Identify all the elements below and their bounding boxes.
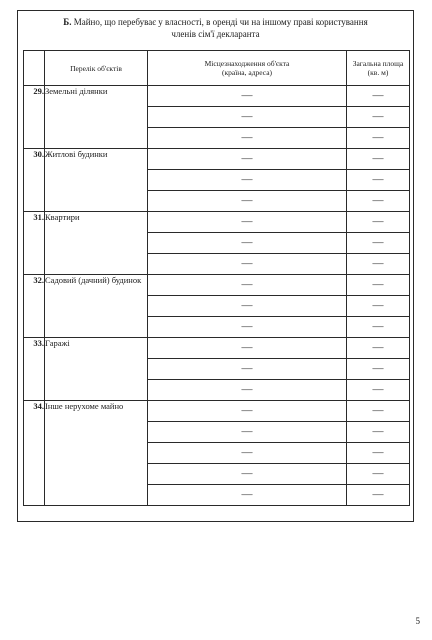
- dash-mark: —: [372, 446, 384, 459]
- property-table: [23, 50, 410, 506]
- area-cell: [347, 317, 410, 338]
- location-cell: [148, 107, 347, 128]
- row-number: 33.: [24, 338, 45, 401]
- area-cell: [347, 485, 410, 506]
- area-cell: [347, 128, 410, 149]
- area-cell: [347, 86, 410, 107]
- header-location: Місцезнаходження об'єкта (країна, адреса): [148, 51, 347, 86]
- area-cell: [347, 464, 410, 485]
- object-name: Земельні ділянки: [45, 86, 148, 149]
- location-cell: [148, 317, 347, 338]
- section-frame: [17, 10, 414, 522]
- location-cell: [148, 128, 347, 149]
- object-name: Квартири: [45, 212, 148, 275]
- dash-mark: —: [241, 236, 253, 249]
- section-title-line2: членів сім'ї декларанта: [171, 29, 260, 39]
- header-num: [24, 51, 45, 86]
- dash-mark: —: [241, 425, 253, 438]
- dash-mark: —: [372, 362, 384, 375]
- dash-mark: —: [241, 341, 253, 354]
- dash-mark: —: [372, 404, 384, 417]
- object-name: Інше нерухоме майно: [45, 401, 148, 506]
- area-cell: [347, 191, 410, 212]
- dash-mark: —: [241, 278, 253, 291]
- dash-mark: —: [372, 152, 384, 165]
- area-cell: [347, 443, 410, 464]
- dash-mark: —: [241, 320, 253, 333]
- dash-mark: —: [372, 131, 384, 144]
- dash-mark: —: [241, 467, 253, 480]
- location-cell: [148, 191, 347, 212]
- dash-mark: —: [372, 236, 384, 249]
- dash-mark: —: [241, 89, 253, 102]
- section-letter: Б.: [63, 17, 72, 27]
- dash-mark: —: [241, 488, 253, 501]
- dash-mark: —: [372, 110, 384, 123]
- area-cell: [347, 296, 410, 317]
- location-cell: [148, 233, 347, 254]
- header-row: [24, 51, 410, 86]
- table-row: [24, 212, 410, 233]
- location-cell: [148, 86, 347, 107]
- location-cell: [148, 443, 347, 464]
- dash-mark: —: [372, 89, 384, 102]
- page-number: 5: [415, 616, 420, 626]
- dash-mark: —: [372, 467, 384, 480]
- dash-mark: —: [372, 257, 384, 270]
- table-row: [24, 86, 410, 107]
- location-cell: [148, 338, 347, 359]
- dash-mark: —: [372, 194, 384, 207]
- area-cell: [347, 170, 410, 191]
- section-title: [18, 16, 413, 40]
- area-cell: [347, 359, 410, 380]
- dash-mark: —: [241, 446, 253, 459]
- area-cell: [347, 149, 410, 170]
- area-cell: [347, 338, 410, 359]
- location-cell: [148, 212, 347, 233]
- location-cell: [148, 170, 347, 191]
- table-row: [24, 401, 410, 422]
- area-cell: [347, 212, 410, 233]
- dash-mark: —: [241, 383, 253, 396]
- row-number: 29.: [24, 86, 45, 149]
- area-cell: [347, 422, 410, 443]
- row-number: 31.: [24, 212, 45, 275]
- dash-mark: —: [241, 299, 253, 312]
- object-name: Житлові будинки: [45, 149, 148, 212]
- dash-mark: —: [241, 110, 253, 123]
- table-row: [24, 338, 410, 359]
- row-number: 30.: [24, 149, 45, 212]
- dash-mark: —: [372, 341, 384, 354]
- header-area: Загальна площа (кв. м): [347, 51, 410, 86]
- location-cell: [148, 380, 347, 401]
- location-cell: [148, 254, 347, 275]
- dash-mark: —: [241, 131, 253, 144]
- dash-mark: —: [241, 194, 253, 207]
- area-cell: [347, 254, 410, 275]
- dash-mark: —: [241, 257, 253, 270]
- area-cell: [347, 107, 410, 128]
- area-cell: [347, 380, 410, 401]
- location-cell: [148, 464, 347, 485]
- object-name: Гаражі: [45, 338, 148, 401]
- object-name: Садовий (дачний) будинок: [45, 275, 148, 338]
- area-cell: [347, 401, 410, 422]
- location-cell: [148, 296, 347, 317]
- area-cell: [347, 233, 410, 254]
- location-cell: [148, 359, 347, 380]
- header-name: Перелік об'єктів: [45, 51, 148, 86]
- dash-mark: —: [372, 215, 384, 228]
- dash-mark: —: [372, 383, 384, 396]
- row-number: 34.: [24, 401, 45, 506]
- table-row: [24, 149, 410, 170]
- dash-mark: —: [372, 278, 384, 291]
- location-cell: [148, 275, 347, 296]
- dash-mark: —: [372, 488, 384, 501]
- section-title-line1: Майно, що перебуває у власності, в оренді чи на іншому праві користування: [73, 17, 368, 27]
- dash-mark: —: [372, 320, 384, 333]
- location-cell: [148, 485, 347, 506]
- table-row: [24, 275, 410, 296]
- dash-mark: —: [241, 362, 253, 375]
- dash-mark: —: [241, 152, 253, 165]
- row-number: 32.: [24, 275, 45, 338]
- dash-mark: —: [241, 404, 253, 417]
- location-cell: [148, 422, 347, 443]
- dash-mark: —: [372, 425, 384, 438]
- location-cell: [148, 401, 347, 422]
- dash-mark: —: [241, 215, 253, 228]
- dash-mark: —: [241, 173, 253, 186]
- dash-mark: —: [372, 173, 384, 186]
- area-cell: [347, 275, 410, 296]
- dash-mark: —: [372, 299, 384, 312]
- location-cell: [148, 149, 347, 170]
